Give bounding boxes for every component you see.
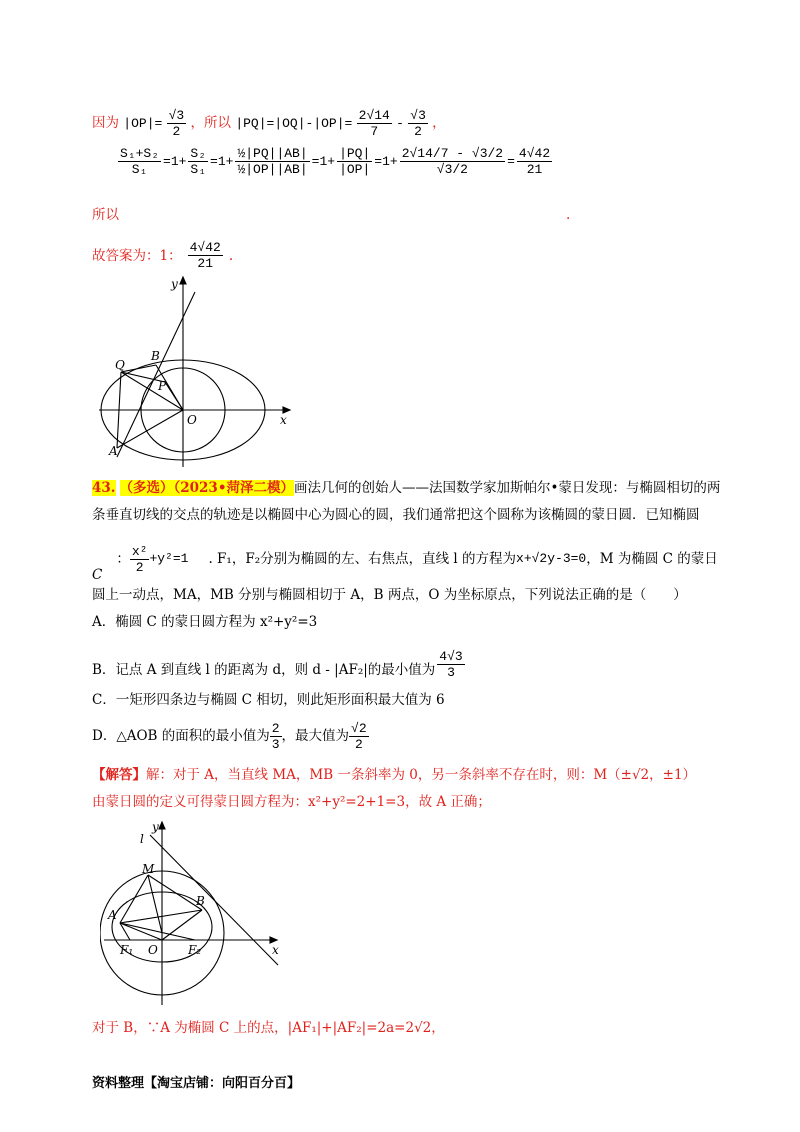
option-c: C．一矩形四条边与椭圆 C 相切，则此矩形面积最大值为 6 [92,692,445,708]
answer-line [92,240,233,271]
label-x: x [280,413,287,427]
segment-qb [121,365,156,372]
frac-num: 2 [271,720,280,736]
label-x: x [272,943,279,957]
frac-den: 2 [135,559,144,575]
frac-den: S₁ [190,162,207,177]
label-o: O [187,413,197,427]
option-a: A．椭圆 C 的蒙日圆方程为 x²+y²=3 [92,614,318,630]
period: . [566,207,571,223]
line-l [150,835,278,965]
line-equation: x+√2y-3=0 [516,551,587,566]
segment-ao [117,410,183,448]
answer-label: 故答案为：1： [92,247,182,264]
answer-text-1: 解：对于 A，当直线 MA，MB 一条斜率为 0，另一条斜率不存在时，则：M（±√2，±1） [146,767,697,783]
label-b: B [196,894,205,908]
frac-den: 21 [526,162,543,177]
eq-part: =1+ [163,154,187,169]
label-p: P [158,379,167,393]
ellipse-name: C [92,567,103,583]
segment-po [165,382,183,410]
frac-num: ½|PQ||AB| [237,146,308,161]
question-number: 43. [92,480,116,496]
option-d-fraction-1 [270,721,282,752]
area-ratio-equation [118,146,552,177]
option-d-text-b: ，最大值为 [281,728,350,744]
text-because: 因为 [92,115,119,131]
segment-ma [120,875,148,923]
y-axis-arrow [159,822,165,829]
pq-length-expr: |PQ|=|OQ|-|OP|= [235,116,353,131]
label-y: y [152,820,159,834]
fraction-2sqrt14-over-7 [357,108,392,139]
frac-den: |OP| [339,162,371,177]
frac-num: √3 [168,108,185,123]
y-axis-arrow [180,277,186,284]
ellipse-equation-frac [130,544,150,575]
label-a: A [108,908,117,922]
ellipse-equation-rest: +y²=1 [149,551,189,566]
frac-half-products [235,146,309,177]
frac-num: |PQ| [339,146,371,161]
label-m: M [142,862,155,876]
frac-den: 2 [414,124,422,139]
frac-num: 4√42 [189,240,221,255]
stem-text-1: 画法几何的创始人——法国数学家加斯帕尔•蒙日发现：与椭圆相切的两 [293,480,721,496]
label-f1: F₁ [120,943,134,957]
frac-den: √3/2 [436,162,468,177]
frac-num: S₁+S₂ [120,146,160,161]
frac-s1s2-over-s1 [118,146,161,177]
answer-line-1 [92,765,696,785]
label-b: B [151,349,160,363]
label-l: l [140,832,144,846]
segment-qo [121,372,183,410]
option-b-text: B．记点 A 到直线 l 的距离为 d，则 d - |AF₂|的最小值为 [92,662,436,678]
solution-line-1 [92,108,446,139]
label-o: O [148,943,158,957]
frac-den: 3 [271,736,280,752]
frac-den: 21 [197,256,213,271]
frac-num: √2 [351,720,367,736]
frac-num: x² [131,543,148,559]
comma: ， [432,115,446,131]
label-a: A [109,444,118,458]
frac-pq-over-op [337,146,372,177]
frac-num: S₂ [190,146,207,161]
frac-num: √3 [410,108,426,123]
option-d [92,714,369,758]
stem-text-4: 圆上一动点，MA，MB 分别与椭圆相切于 A，B 两点，O 为坐标原点，下列说法正确的是（ ） [92,587,687,603]
frac-num: 4√42 [518,146,551,161]
frac-result [517,146,552,177]
frac-den: ½|OP||AB| [237,162,308,177]
answer-text-b: 对于 B，∵A 为椭圆 C 上的点，|AF₁|+|AF₂|=2a=2√2， [92,1020,445,1036]
answer-text-2: 由蒙日圆的定义可得蒙日圆方程为：x²+y²=2+1=3，故 A 正确； [92,794,491,810]
frac-den: 3 [447,665,455,680]
frac-den: 2 [354,736,363,752]
text-so: ，所以 [190,115,232,131]
answer-tag: 【解答】 [92,767,146,783]
eq-part: =1+ [210,154,234,169]
stem-text-2: 条垂直切线的交点的轨迹是以椭圆中心为圆心的圆，我们通常把这个圆称为该椭圆的蒙日圆．已知椭圆 [92,507,700,523]
monge-circle-figure-2 [100,815,285,1010]
question-tag: （多选）（2023•菏泽二模） [119,480,294,496]
eq-part: =1+ [311,154,336,169]
option-b [92,636,465,680]
q43-line-1 [92,478,720,498]
ellipse-circle-figure-1 [95,272,295,470]
option-d-fraction-2 [349,721,369,752]
op-length-label: |OP|= [123,116,163,131]
frac-s2-over-s1 [188,146,208,177]
eq-part: =1+ [374,154,398,169]
label-y: y [171,277,178,291]
footer-source: 资料整理【淘宝店铺：向阳百分百】 [92,1076,301,1091]
frac-numeric [400,146,505,177]
label-f2: F₂ [188,943,202,957]
option-d-text-a: D．△AOB 的面积的最小值为 [92,728,270,744]
minus-sign: - [396,116,404,131]
frac-den: 2 [172,124,181,139]
frac-den: 7 [370,124,379,139]
option-b-fraction [437,649,464,680]
colon: ： [116,551,130,567]
label-q: Q [115,358,125,372]
stem-line-3 [92,533,718,585]
segment-ob [162,910,202,940]
segment-af2 [120,923,195,940]
frac-num: 4√3 [439,649,463,664]
segment-ab [120,910,202,923]
text-so-label: 所以 [92,207,119,223]
frac-den: S₁ [131,162,148,177]
stem-text-3c: ，M 为椭圆 C 的蒙日 [586,551,718,567]
period: . [228,247,234,264]
segment-mo [148,875,162,933]
fraction-sqrt3-over-2-b [408,108,428,139]
answer-fraction [188,240,223,271]
fraction-sqrt3-over-2 [167,108,187,139]
frac-num: 2√14/7 - √3/2 [401,146,504,161]
stem-text-3b: . F₁，F₂分别为椭圆的左、右焦点，直线 l 的方程为 [208,551,517,567]
frac-num: 2√14 [358,108,390,123]
eq-part: = [507,154,515,169]
